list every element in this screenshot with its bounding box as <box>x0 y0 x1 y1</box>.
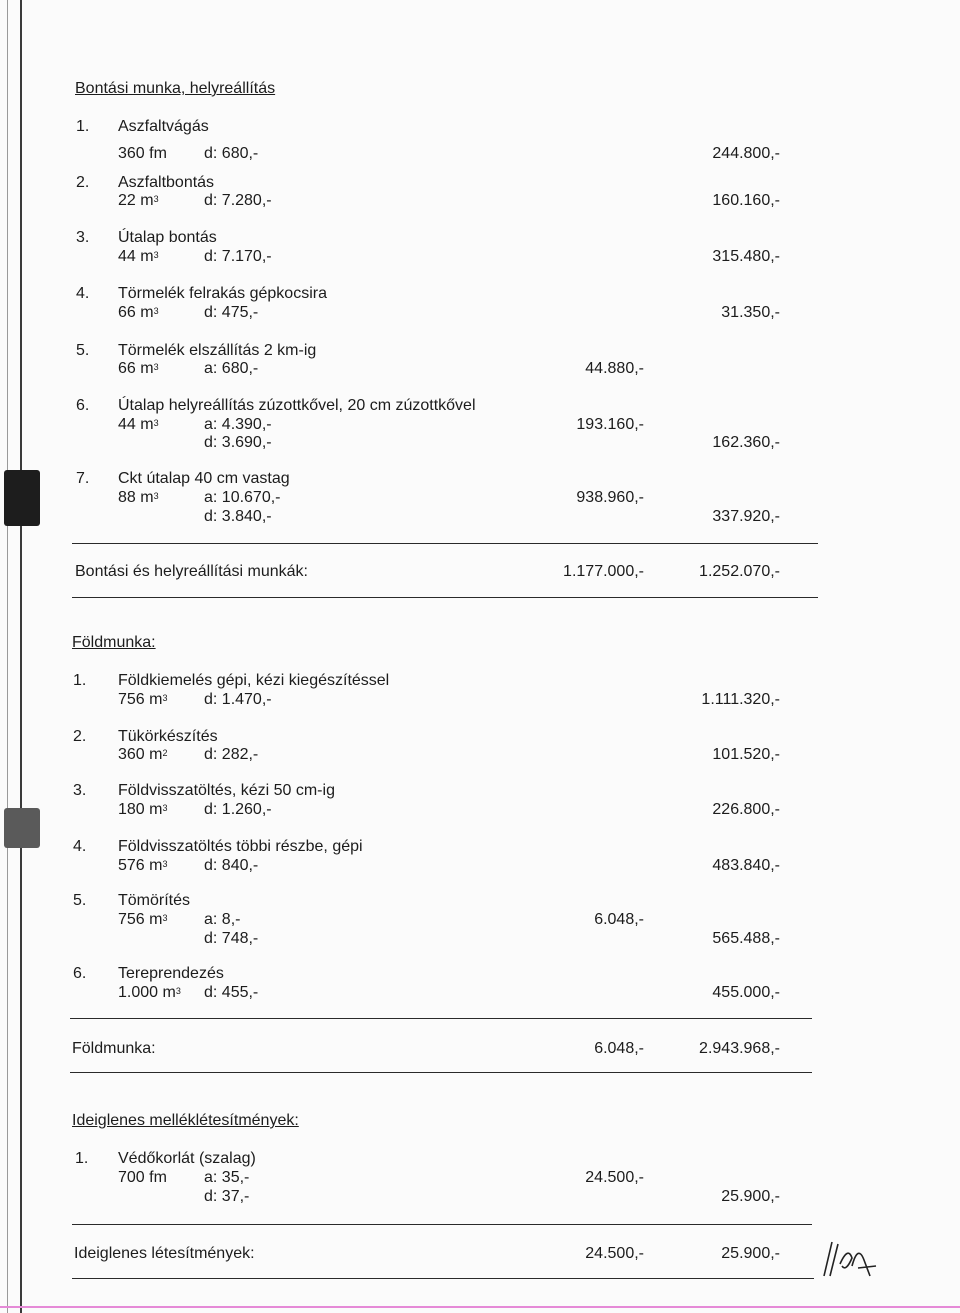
scan-edge-line <box>7 0 8 1313</box>
quantity-value: 44 m <box>118 416 154 433</box>
item-name: Ckt útalap 40 cm vastag <box>118 470 290 487</box>
item-unit-rate: d: 3.690,- <box>204 434 272 451</box>
quantity-unit-exponent: 3 <box>153 306 159 316</box>
item-name: Földvisszatöltés, kézi 50 cm-ig <box>118 782 335 799</box>
item-labor-amount: 244.800,- <box>712 145 780 162</box>
section-total-label: Bontási és helyreállítási munkák: <box>75 563 308 580</box>
quantity-unit-exponent: 3 <box>162 913 168 923</box>
quantity-value: 180 m <box>118 801 163 818</box>
item-quantity <box>118 911 167 929</box>
item-name: Védőkorlát (szalag) <box>118 1150 256 1167</box>
item-number: 4. <box>73 838 87 855</box>
quantity-unit-exponent: 3 <box>153 362 159 372</box>
item-material-amount: 24.500,- <box>585 1169 644 1186</box>
item-labor-amount: 483.840,- <box>712 857 780 874</box>
section-total-material: 1.177.000,- <box>563 563 644 580</box>
total-divider <box>70 1018 812 1019</box>
item-quantity <box>118 145 167 163</box>
item-number: 1. <box>76 118 90 135</box>
quantity-unit-exponent: 3 <box>175 986 181 996</box>
item-name: Földkiemelés gépi, kézi kiegészítéssel <box>118 672 390 689</box>
binder-clip-bottom <box>4 808 40 848</box>
item-labor-amount: 315.480,- <box>712 248 780 265</box>
item-name: Törmelék felrakás gépkocsira <box>118 285 327 302</box>
item-number: 6. <box>73 965 87 982</box>
section-total-label: Földmunka: <box>72 1040 156 1057</box>
quantity-unit-exponent: 3 <box>153 250 159 260</box>
quantity-unit-exponent: 2 <box>162 748 168 758</box>
item-labor-amount: 1.111.320,- <box>701 691 780 708</box>
section-title: Ideiglenes melléklétesítmények: <box>72 1112 299 1129</box>
item-unit-rate: d: 37,- <box>204 1188 250 1205</box>
item-labor-amount: 337.920,- <box>712 508 780 525</box>
item-unit-rate: d: 680,- <box>204 145 259 162</box>
item-material-amount: 44.880,- <box>585 360 644 377</box>
item-number: 5. <box>73 892 87 909</box>
section-total-material: 24.500,- <box>585 1245 644 1262</box>
quantity-unit-exponent: 3 <box>153 418 159 428</box>
quantity-value: 88 m <box>118 489 154 506</box>
item-unit-rate: d: 1.260,- <box>204 801 272 818</box>
item-number: 1. <box>73 672 87 689</box>
quantity-unit-exponent: 3 <box>153 491 159 501</box>
section-title: Bontási munka, helyreállítás <box>75 80 276 97</box>
item-name: Törmelék elszállítás 2 km-ig <box>118 342 317 359</box>
binder-clip-top <box>4 470 40 526</box>
item-number: 3. <box>76 229 90 246</box>
item-name: Földvisszatöltés többi részbe, gépi <box>118 838 363 855</box>
item-unit-rate: d: 3.840,- <box>204 508 272 525</box>
item-labor-amount: 565.488,- <box>712 930 780 947</box>
item-quantity <box>118 360 159 378</box>
item-unit-rate: d: 455,- <box>204 984 259 1001</box>
item-unit-rate: a: 680,- <box>204 360 259 377</box>
item-unit-rate: d: 748,- <box>204 930 259 947</box>
item-unit-rate: d: 1.470,- <box>204 691 272 708</box>
item-labor-amount: 31.350,- <box>721 304 780 321</box>
item-number: 1. <box>75 1150 89 1167</box>
total-divider <box>72 1278 814 1279</box>
quantity-value: 360 fm <box>118 145 167 162</box>
quantity-value: 700 fm <box>118 1169 167 1186</box>
item-name: Útalap helyreállítás zúzottkővel, 20 cm zúzottkővel <box>118 397 476 414</box>
item-number: 2. <box>73 728 87 745</box>
item-unit-rate: a: 8,- <box>204 911 241 928</box>
item-quantity <box>118 416 159 434</box>
quantity-value: 756 m <box>118 911 163 928</box>
total-divider <box>72 543 818 544</box>
item-number: 5. <box>76 342 90 359</box>
section-total-labor: 2.943.968,- <box>699 1040 780 1057</box>
scan-binding-line <box>20 0 22 1313</box>
item-number: 4. <box>76 285 90 302</box>
item-unit-rate: d: 7.170,- <box>204 248 272 265</box>
quantity-value: 44 m <box>118 248 154 265</box>
item-labor-amount: 101.520,- <box>712 746 780 763</box>
item-unit-rate: a: 4.390,- <box>204 416 272 433</box>
item-labor-amount: 160.160,- <box>712 192 780 209</box>
item-quantity <box>118 857 167 875</box>
item-unit-rate: d: 282,- <box>204 746 259 763</box>
item-unit-rate: d: 475,- <box>204 304 259 321</box>
section-total-labor: 1.252.070,- <box>699 563 780 580</box>
item-unit-rate: d: 7.280,- <box>204 192 272 209</box>
quantity-unit-exponent: 3 <box>162 803 168 813</box>
quantity-unit-exponent: 3 <box>162 859 168 869</box>
item-labor-amount: 162.360,- <box>712 434 780 451</box>
quantity-value: 576 m <box>118 857 163 874</box>
total-divider <box>72 597 818 598</box>
item-number: 3. <box>73 782 87 799</box>
item-quantity <box>118 489 159 507</box>
item-quantity <box>118 192 159 210</box>
item-name: Tükörkészítés <box>118 728 218 745</box>
item-number: 6. <box>76 397 90 414</box>
section-title: Földmunka: <box>72 634 156 651</box>
item-unit-rate: d: 840,- <box>204 857 259 874</box>
item-name: Útalap bontás <box>118 229 217 246</box>
quantity-value: 1.000 m <box>118 984 176 1001</box>
item-number: 7. <box>76 470 90 487</box>
item-name: Tömörítés <box>118 892 191 909</box>
item-material-amount: 193.160,- <box>576 416 644 433</box>
item-quantity <box>118 248 159 266</box>
item-labor-amount: 455.000,- <box>712 984 780 1001</box>
quantity-value: 22 m <box>118 192 154 209</box>
quantity-value: 360 m <box>118 746 163 763</box>
item-labor-amount: 25.900,- <box>721 1188 780 1205</box>
scan-artifact-line <box>0 1306 960 1308</box>
item-number: 2. <box>76 174 90 191</box>
item-quantity <box>118 691 167 709</box>
item-quantity <box>118 746 167 764</box>
item-unit-rate: a: 35,- <box>204 1169 250 1186</box>
item-unit-rate: a: 10.670,- <box>204 489 281 506</box>
quantity-value: 756 m <box>118 691 163 708</box>
item-quantity <box>118 801 167 819</box>
section-total-label: Ideiglenes létesítmények: <box>74 1245 255 1262</box>
item-material-amount: 6.048,- <box>594 911 644 928</box>
quantity-unit-exponent: 3 <box>162 693 168 703</box>
total-divider <box>70 1072 812 1073</box>
item-name: Tereprendezés <box>118 965 224 982</box>
item-material-amount: 938.960,- <box>576 489 644 506</box>
total-divider <box>72 1224 812 1225</box>
section-total-material: 6.048,- <box>594 1040 644 1057</box>
item-quantity <box>118 984 181 1002</box>
quantity-value: 66 m <box>118 360 154 377</box>
item-name: Aszfaltbontás <box>118 174 215 191</box>
quantity-unit-exponent: 3 <box>153 194 159 204</box>
section-total-labor: 25.900,- <box>721 1245 780 1262</box>
item-quantity <box>118 304 159 322</box>
signature-icon <box>818 1236 878 1282</box>
item-name: Aszfaltvágás <box>118 118 209 135</box>
quantity-value: 66 m <box>118 304 154 321</box>
item-labor-amount: 226.800,- <box>712 801 780 818</box>
item-quantity <box>118 1169 167 1187</box>
